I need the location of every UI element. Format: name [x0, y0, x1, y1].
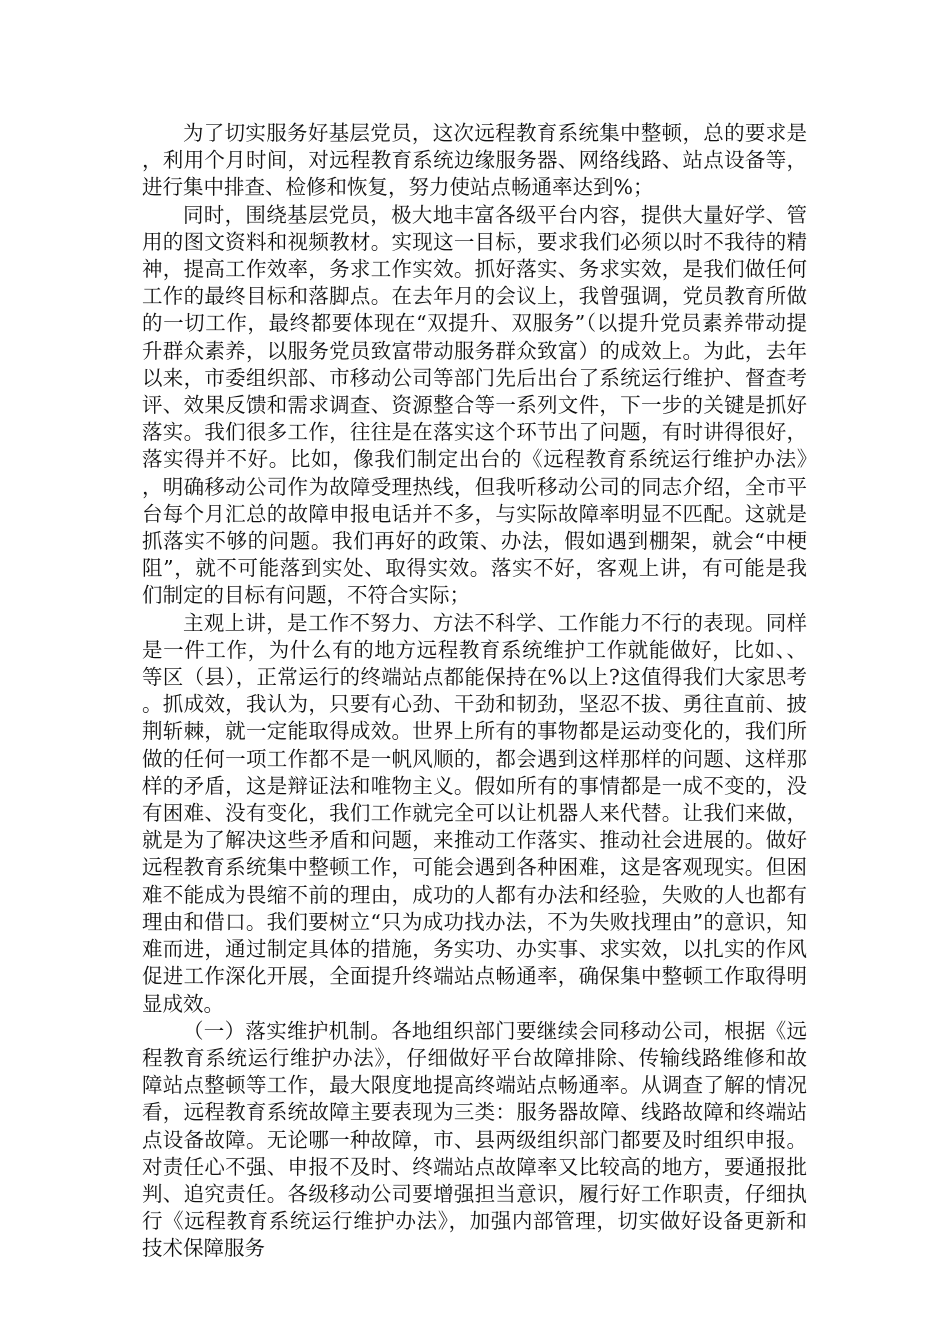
paragraph-implementation-goals: 同时，围绕基层党员，极大地丰富各级平台内容，提供大量好学、管用的图文资料和视频教材。实现这一目标，要求我们必须以时不我待的精神，提高工作效率，务求工作实效。抓好落实、务求实效，是我们做任何工作的最终目标和落脚点。在去年月的会议上，我曾强调，党员教育所做的一切工作，最终都要体现在“双提升、双服务”（以提升党员素养带动提升群众素养，以服务党员致富带动服务群众致富）的成效上。为此，去年以来，市委组织部、市移动公司等部门先后出台了系统运行维护、督查考评、效果反馈和需求调查、资源整合等一系列文件，下一步的关键是抓好落实。我们很多工作，往往是在落实这个环节出了问题，有时讲得很好，落实得并不好。比如，像我们制定出台的《远程教育系统运行维护办法》，明确移动公司作为故障受理热线，但我听移动公司的同志介绍，全市平台每个月汇总的故障申报电话并不多，与实际故障率明显不匹配。这就是抓落实不够的问题。我们再好的政策、办法，假如遇到棚架，就会“中梗阻”，就不可能落到实处、取得实效。落实不好，客观上讲，有可能是我们制定的目标有问题，不符合实际；: [142, 202, 807, 608]
paragraph-maintenance-mechanism: （一）落实维护机制。各地组织部门要继续会同移动公司，根据《远程教育系统运行维护办法》，仔细做好平台故障排除、传输线路维修和故障站点整顿等工作，最大限度地提高终端站点畅通率。从调查了解的情况看，远程教育系统故障主要表现为三类：服务器故障、线路故障和终端站点设备故障。无论哪一种故障，市、县两级组织部门都要及时组织申报。对责任心不强、申报不及时、终端站点故障率又比较高的地方，要通报批判、追究责任。各级移动公司要增强担当意识，履行好工作职责，仔细执行《远程教育系统运行维护办法》，加强内部管理，切实做好设备更新和技术保障服务: [142, 1018, 807, 1261]
paragraph-remote-education-overhaul: 为了切实服务好基层党员，这次远程教育系统集中整顿，总的要求是，利用个月时间，对远程教育系统边缘服务器、网络线路、站点设备等，进行集中排查、检修和恢复，努力使站点畅通率达到%；: [142, 121, 807, 200]
paragraph-subjective-effort: 主观上讲，是工作不努力、方法不科学、工作能力不行的表现。同样是一件工作，为什么有的地方远程教育系统维护工作就能做好，比如、、等区（县），正常运行的终端站点都能保持在%以上?这值得我们大家思考。抓成效，我认为，只要有心劲、干劲和韧劲，坚忍不拔、勇往直前、披荆斩棘，就一定能取得成效。世界上所有的事物都是运动变化的，我们所做的任何一项工作都不是一帆风顺的，都会遇到这样那样的问题、这样那样的矛盾，这是辩证法和唯物主义。假如所有的事情都是一成不变的，没有困难、没有变化，我们工作就完全可以让机器人来代替。让我们来做，就是为了解决这些矛盾和问题，来推动工作落实、推动社会进展的。做好远程教育系统集中整顿工作，可能会遇到各种困难，这是客观现实。但困难不能成为畏缩不前的理由，成功的人都有办法和经验，失败的人也都有理由和借口。我们要树立“只为成功找办法，不为失败找理由”的意识，知难而进，通过制定具体的措施，务实功、办实事、求实效，以扎实的作风促进工作深化开展，全面提升终端站点畅通率，确保集中整顿工作取得明显成效。: [142, 610, 807, 1016]
document-body: [142, 120, 807, 1263]
